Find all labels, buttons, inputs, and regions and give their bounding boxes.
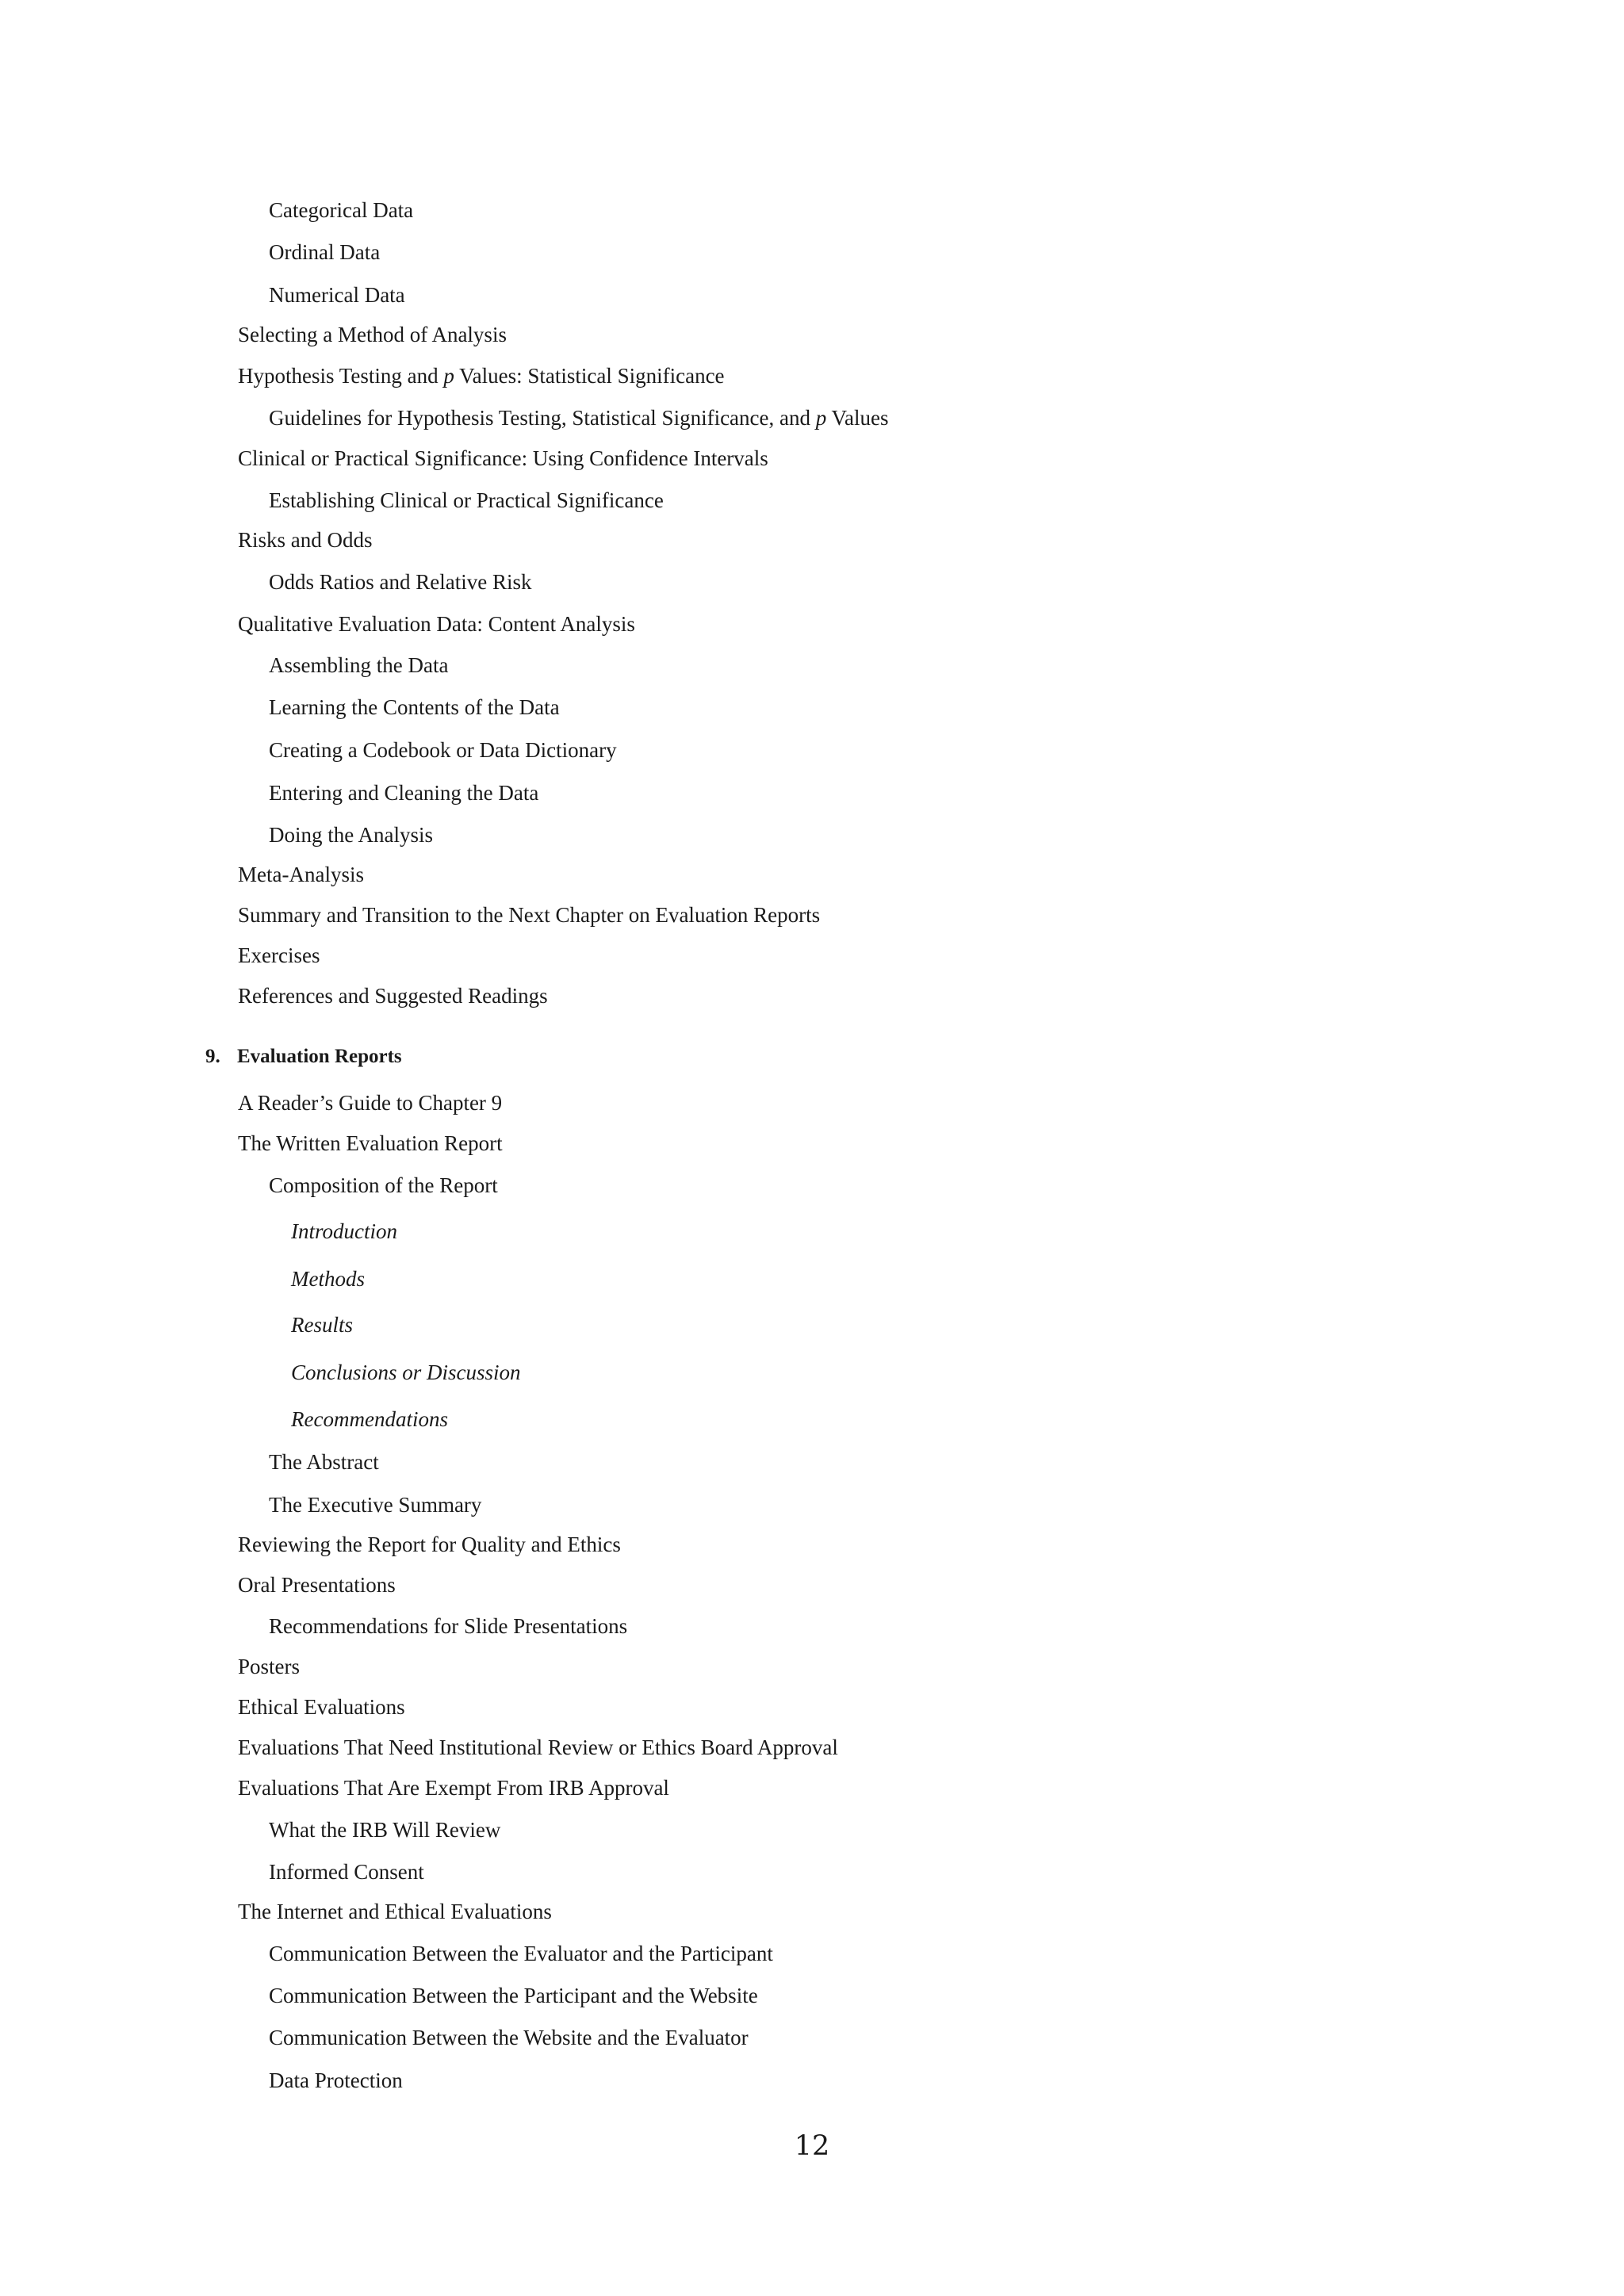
toc-entry: Methods — [291, 1267, 365, 1291]
chapter-heading — [205, 1043, 402, 1070]
toc-entry: Ethical Evaluations — [238, 1695, 405, 1719]
toc-entry: Data Protection — [269, 2068, 403, 2092]
toc-entry: Creating a Codebook or Data Dictionary — [269, 738, 617, 762]
toc-entry: Reviewing the Report for Quality and Ethics — [238, 1533, 621, 1556]
chapter-number: 9. — [205, 1046, 220, 1067]
toc-entry: The Executive Summary — [269, 1493, 482, 1517]
toc-entry: Selecting a Method of Analysis — [238, 323, 507, 346]
toc-entry: Ordinal Data — [269, 240, 381, 264]
toc-entry: Categorical Data — [269, 198, 414, 222]
toc-entry-text: Guidelines for Hypothesis Testing, Statistical Significance, and — [269, 406, 816, 430]
toc-entry: The Internet and Ethical Evaluations — [238, 1900, 552, 1923]
toc-entry: Establishing Clinical or Practical Significance — [269, 488, 664, 512]
toc-entry: References and Suggested Readings — [238, 984, 548, 1008]
toc-entry: Recommendations for Slide Presentations — [269, 1614, 628, 1638]
toc-entry-text: Hypothesis Testing and — [238, 364, 444, 388]
toc-entry: Assembling the Data — [269, 653, 449, 677]
toc-entry: Meta-Analysis — [238, 863, 364, 886]
toc-entry: The Abstract — [269, 1450, 379, 1474]
toc-entry: The Written Evaluation Report — [238, 1131, 503, 1155]
toc-entry: Exercises — [238, 943, 320, 967]
toc-entry: Doing the Analysis — [269, 823, 433, 847]
toc-entry: Composition of the Report — [269, 1173, 498, 1197]
toc-entry: Qualitative Evaluation Data: Content Analysis — [238, 612, 635, 636]
toc-entry: Odds Ratios and Relative Risk — [269, 570, 532, 594]
toc-entry: Results — [291, 1313, 353, 1337]
toc-entry: Evaluations That Are Exempt From IRB Approval — [238, 1776, 669, 1800]
chapter-title: Evaluation Reports — [237, 1046, 402, 1067]
toc-entry: What the IRB Will Review — [269, 1818, 501, 1842]
p-symbol: p — [815, 406, 827, 430]
toc-entry: A Reader’s Guide to Chapter 9 — [238, 1091, 503, 1115]
toc-entry — [269, 404, 889, 431]
toc-entry: Evaluations That Need Institutional Review or Ethics Board Approval — [238, 1735, 838, 1759]
p-symbol: p — [443, 364, 454, 388]
toc-entry: Risks and Odds — [238, 528, 373, 552]
toc-entry — [238, 362, 725, 389]
toc-entry: Conclusions or Discussion — [291, 1360, 521, 1384]
toc-entry: Posters — [238, 1655, 301, 1678]
toc-entry: Entering and Cleaning the Data — [269, 781, 539, 805]
toc-entry-text: Values: Statistical Significance — [454, 364, 725, 388]
toc-entry: Communication Between the Evaluator and the Participant — [269, 1942, 773, 1965]
toc-entry: Recommendations — [291, 1407, 448, 1431]
toc-entry: Communication Between the Website and the Evaluator — [269, 2026, 749, 2049]
toc-entry: Introduction — [291, 1219, 397, 1243]
toc-entry: Numerical Data — [269, 283, 405, 307]
toc-entry: Informed Consent — [269, 1860, 424, 1884]
toc-entry-text: Values — [826, 406, 889, 430]
toc-entry: Learning the Contents of the Data — [269, 695, 560, 719]
toc-entry: Clinical or Practical Significance: Using Confidence Intervals — [238, 446, 768, 470]
toc-entry: Communication Between the Participant and the Website — [269, 1984, 758, 2007]
toc-entry: Summary and Transition to the Next Chapter on Evaluation Reports — [238, 903, 821, 927]
toc-entry: Oral Presentations — [238, 1573, 396, 1597]
page-number: 12 — [794, 2130, 830, 2162]
